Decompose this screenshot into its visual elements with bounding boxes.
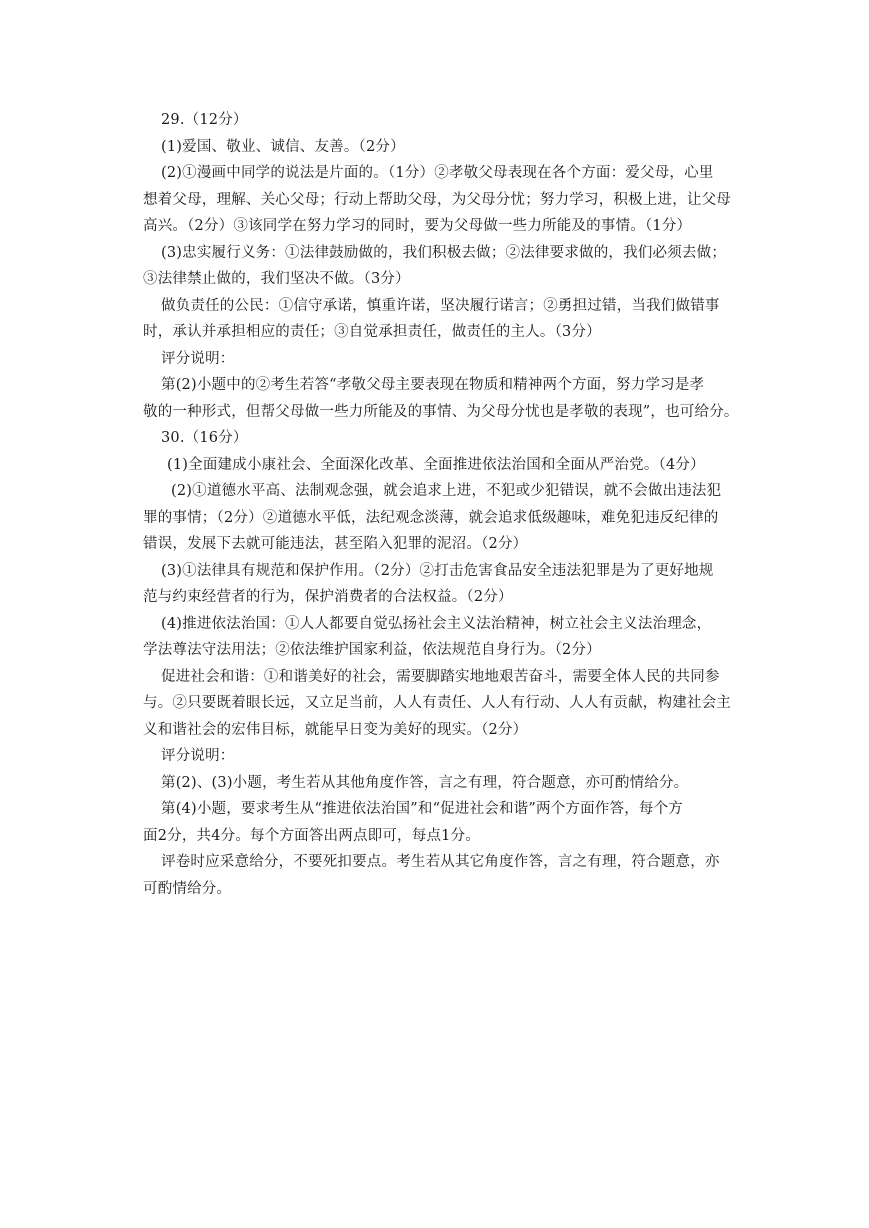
q30-scoring-line3: 面2分，共4分。每个方面答出两点即可，每点1分。 [143, 827, 480, 844]
q30-harmony-line2: 与。②只要既着眼长远，又立足当前，人人有责任、人人有行动、人人有贡献，构建社会主 [143, 695, 731, 711]
answer-key-text [143, 107, 740, 902]
q29-scoring-label: 评分说明： [161, 350, 235, 367]
q29-scoring-line2: 敬的一种形式，但帮父母做一些力所能及的事情、为父母分忧也是孝敬的表现”，也可给分。 [143, 403, 739, 420]
q30-part2-line3: 错误，发展下去就可能违法，甚至陷入犯罪的泥沼。（2分） [143, 536, 528, 552]
q29-part3-line1: (3)忠实履行义务：①法律鼓励做的，我们积极去做；②法律要求做的，我们必须去做； [161, 244, 727, 261]
q29-scoring-line1: 第(2)小题中的②考生若答“孝敬父母主要表现在物质和精神两个方面，努力学习是孝 [161, 377, 705, 393]
q30-harmony-line1: 促进社会和谐：①和谐美好的社会，需要脚踏实地地艰苦奋斗，需要全体人民的共同参 [161, 668, 720, 685]
q29-citizen-line1: 做负责任的公民：①信守承诺，慎重许诺，坚决履行诺言；②勇担过错，当我们做错事 [161, 297, 720, 314]
q30-scoring-line1: 第(2)、(3)小题，考生若从其他角度作答，言之有理，符合题意，亦可酌情给分。 [161, 774, 689, 791]
q30-part2-line1: (2)①道德水平高、法制观念强，就会追求上进，不犯或少犯错误，就不会做出违法犯 [171, 483, 722, 499]
q30-part3-line2: 范与约束经营者的行为，保护消费者的合法权益。（2分） [143, 589, 513, 605]
q30-part4-line2: 学法尊法守法用法；②依法维护国家利益，依法规范自身行为。（2分） [143, 642, 601, 658]
q29-part3-line2: ③法律禁止做的，我们坚决不做。（3分） [143, 271, 410, 287]
q30-part1: (1)全面建成小康社会、全面深化改革、全面推进依法治国和全面从严治党。（4分） [167, 456, 705, 473]
q30-scoring-label: 评分说明： [161, 748, 235, 764]
q30-part4-line1: (4)推进依法治国：①人人都要自觉弘扬社会主义法治精神，树立社会主义法治理念， [161, 615, 712, 632]
q30-part3-line1: (3)①法律具有规范和保护作用。（2分）②打击危害食品安全违法犯罪是为了更好地规 [161, 562, 714, 579]
q30-harmony-line3: 义和谐社会的宏伟目标，就能早日变为美好的现实。（2分） [143, 721, 528, 738]
general-note-line1: 评卷时应采意给分，不要死扣要点。考生若从其它角度作答，言之有理，符合题意，亦 [161, 854, 720, 870]
q29-part2-line3: 高兴。（2分）③该同学在努力学习的同时，要为父母做一些力所能及的事情。（1分） [143, 218, 692, 234]
q30-heading: 30.（16分） [161, 430, 248, 446]
q29-part2-line1: (2)①漫画中同学的说法是片面的。（1分）②孝敬父母表现在各个方面：爱父母，心里 [161, 165, 714, 181]
q30-scoring-line2: 第(4)小题，要求考生从“推进依法治国”和“促进社会和谐”两个方面作答，每个方 [161, 801, 683, 817]
q29-part2-line2: 想着父母，理解、关心父母；行动上帮助父母，为父母分忧；努力学习，积极上进，让父母 [143, 191, 731, 208]
q29-heading: 29.（12分） [161, 112, 248, 128]
general-note-line2: 可酌情给分。 [143, 880, 232, 897]
q29-part1: (1)爱国、敬业、诚信、友善。（2分） [161, 138, 405, 155]
q29-citizen-line2: 时，承认并承担相应的责任；③自觉承担责任，做责任的主人。（3分） [143, 324, 601, 340]
q30-part2-line2: 罪的事情；（2分）②道德水平低，法纪观念淡薄，就会追求低级趣味，难免犯违反纪律的 [143, 509, 719, 526]
